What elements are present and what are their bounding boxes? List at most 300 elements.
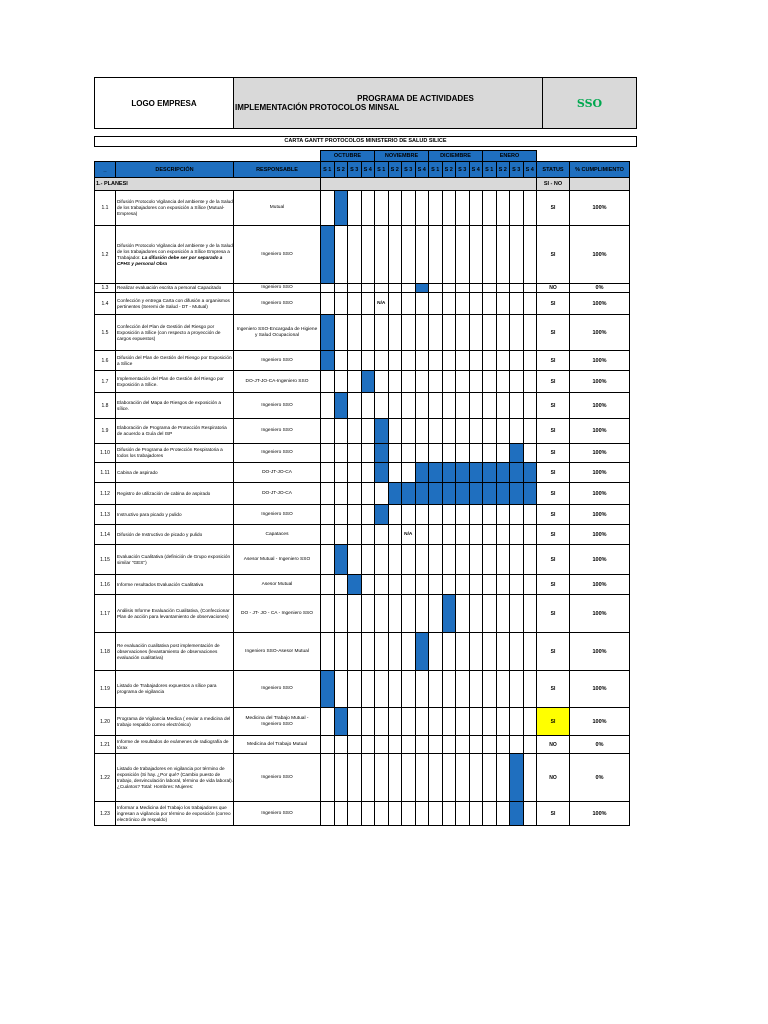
gantt-week-cell [361, 595, 375, 633]
activity-status: SI [537, 545, 570, 575]
gantt-week-cell [388, 545, 402, 575]
gantt-week-cell [348, 371, 362, 393]
gantt-week-cell [388, 351, 402, 371]
gantt-week-cell [496, 371, 510, 393]
activity-compliance: 100% [570, 419, 630, 444]
gantt-week-cell [442, 575, 456, 595]
activity-status: SI [537, 371, 570, 393]
gantt-week-cell [429, 191, 443, 226]
gantt-week-cell [483, 226, 497, 284]
gantt-week-cell [334, 293, 348, 315]
col-responsible-header: RESPONSABLE [234, 162, 321, 178]
activity-description [116, 525, 234, 545]
gantt-week-cell [375, 671, 389, 708]
gantt-week-cell [361, 525, 375, 545]
gantt-week-cell [388, 575, 402, 595]
activity-row [95, 483, 630, 505]
gantt-week-cell [361, 575, 375, 595]
activity-responsible: Capataces [234, 525, 321, 545]
activity-status: SI [537, 483, 570, 505]
activity-number: 1.8 [95, 393, 116, 419]
gantt-bar-cell [334, 191, 348, 226]
gantt-week-cell [510, 595, 524, 633]
gantt-week-cell [361, 802, 375, 826]
activity-status: NO [537, 754, 570, 802]
activity-responsible: Ingeniero SSO-Encargada de Higiene y Salud Ocupacional [234, 315, 321, 351]
program-title: PROGRAMA DE ACTIVIDADES [357, 94, 474, 103]
gantt-week-cell [375, 351, 389, 371]
gantt-bar-cell [469, 463, 483, 483]
activity-description [116, 419, 234, 444]
gantt-week-cell [375, 315, 389, 351]
gantt-week-cell [456, 226, 470, 284]
gantt-week-cell [429, 293, 443, 315]
gantt-week-cell [442, 419, 456, 444]
gantt-week-cell [402, 315, 416, 351]
month-header-row [95, 151, 630, 162]
activity-row [95, 293, 630, 315]
gantt-week-cell [510, 191, 524, 226]
activity-responsible: Ingeniero SSO [234, 351, 321, 371]
gantt-week-cell [456, 525, 470, 545]
activity-number: 1.5 [95, 315, 116, 351]
activity-status: SI [537, 419, 570, 444]
gantt-week-cell [510, 393, 524, 419]
gantt-week-cell [442, 284, 456, 293]
gantt-week-cell [496, 191, 510, 226]
gantt-week-cell [456, 444, 470, 463]
activity-number: 1.17 [95, 595, 116, 633]
activity-compliance: 100% [570, 545, 630, 575]
activity-description [116, 545, 234, 575]
gantt-week-cell [402, 226, 416, 284]
activity-row [95, 736, 630, 754]
activity-row [95, 545, 630, 575]
col-status-header: STATUS [537, 162, 570, 178]
gantt-week-cell [469, 315, 483, 351]
gantt-bar-cell [469, 483, 483, 505]
gantt-bar-cell [496, 463, 510, 483]
gantt-week-cell [510, 315, 524, 351]
gantt-week-cell [496, 419, 510, 444]
gantt-week-cell [483, 505, 497, 525]
gantt-week-cell [429, 393, 443, 419]
activity-compliance: 100% [570, 708, 630, 736]
gantt-week-cell [483, 284, 497, 293]
activity-compliance: 100% [570, 226, 630, 284]
gantt-bar-cell [388, 483, 402, 505]
activity-number: 1.4 [95, 293, 116, 315]
gantt-week-cell [523, 708, 537, 736]
gantt-week-cell [456, 315, 470, 351]
gantt-week-cell [469, 444, 483, 463]
gantt-week-cell [442, 525, 456, 545]
gantt-week-cell [483, 444, 497, 463]
activity-row [95, 371, 630, 393]
description-text: Informar a Medicina del Trabajo los trabajadores que ingresan a vigilancia por término de exposición (correo electrónico de respaldo) [117, 804, 231, 822]
description-text: Análisis Informe Evaluación Cualitativa, (Confeccionar Plan de acción para levantamiento de observaciones) [117, 607, 230, 619]
gantt-week-cell [361, 463, 375, 483]
activity-description [116, 351, 234, 371]
gantt-week-cell [483, 191, 497, 226]
gantt-week-cell [348, 802, 362, 826]
description-text: Instructivo para picado y pulido [117, 511, 182, 517]
gantt-week-cell [523, 736, 537, 754]
activity-row [95, 284, 630, 293]
gantt-bar-cell [334, 393, 348, 419]
gantt-week-cell [361, 419, 375, 444]
gantt-week-cell [388, 444, 402, 463]
description-text: Informe de resultados de exámenes de radiografía de tórax [117, 738, 229, 750]
gantt-week-cell [402, 671, 416, 708]
program-subtitle: IMPLEMENTACIÓN PROTOCOLOS MINSAL [235, 103, 400, 112]
gantt-bar-cell [510, 754, 524, 802]
gantt-week-cell [402, 545, 416, 575]
gantt-week-cell [402, 419, 416, 444]
activity-description [116, 575, 234, 595]
gantt-week-cell [496, 293, 510, 315]
gantt-week-cell [375, 575, 389, 595]
gantt-week-cell [483, 633, 497, 671]
description-text: Elaboración de Programa de Protección Respiratoria de acuerdo a Guía del ISP [117, 425, 227, 436]
activity-number: 1.22 [95, 754, 116, 802]
gantt-week-cell [375, 754, 389, 802]
gantt-week-cell [334, 463, 348, 483]
gantt-week-cell [361, 708, 375, 736]
gantt-week-cell [469, 545, 483, 575]
gantt-week-cell [429, 525, 443, 545]
gantt-week-cell [456, 371, 470, 393]
gantt-week-cell [469, 736, 483, 754]
activity-row [95, 633, 630, 671]
activity-status: SI [537, 671, 570, 708]
gantt-week-cell [402, 284, 416, 293]
gantt-bar-cell [321, 226, 335, 284]
gantt-week-cell [415, 708, 429, 736]
gantt-week-cell [496, 671, 510, 708]
gantt-week-cell [375, 595, 389, 633]
activity-responsible: Ingeniero SSO [234, 505, 321, 525]
gantt-week-cell [496, 351, 510, 371]
description-text: Evaluación Cualitativa (definición de Grupo exposición similar "GES") [117, 553, 231, 565]
gantt-week-cell [415, 595, 429, 633]
activity-status: NO [537, 736, 570, 754]
gantt-week-cell [510, 545, 524, 575]
gantt-week-cell [429, 505, 443, 525]
col-compliance-header: % CUMPLIMIENTO [570, 162, 630, 178]
gantt-week-cell [483, 802, 497, 826]
gantt-week-cell [388, 505, 402, 525]
activity-compliance: 0% [570, 736, 630, 754]
gantt-bar-cell [483, 463, 497, 483]
col-description-header: DESCRIPCIÓN [116, 162, 234, 178]
gantt-week-cell [523, 293, 537, 315]
document-header [94, 77, 637, 129]
gantt-week-cell [415, 419, 429, 444]
gantt-week-cell [442, 802, 456, 826]
gantt-week-cell [415, 575, 429, 595]
activity-responsible: Ingeniero SSO [234, 419, 321, 444]
gantt-week-cell [402, 191, 416, 226]
gantt-week-cell [375, 545, 389, 575]
activity-responsible: Asesor Mutual [234, 575, 321, 595]
gantt-week-cell [388, 393, 402, 419]
gantt-week-cell [334, 419, 348, 444]
gantt-bar-cell [361, 371, 375, 393]
activity-description [116, 444, 234, 463]
gantt-week-cell [456, 736, 470, 754]
gantt-week-cell [510, 505, 524, 525]
gantt-week-cell [469, 351, 483, 371]
activity-description [116, 315, 234, 351]
gantt-bar-cell [375, 505, 389, 525]
activity-responsible: Ingeniero SSO [234, 754, 321, 802]
gantt-week-cell [442, 736, 456, 754]
activity-status: SI [537, 463, 570, 483]
activity-responsible: Ingeniero SSO [234, 444, 321, 463]
gantt-week-cell [429, 284, 443, 293]
activity-row [95, 315, 630, 351]
gantt-week-cell [361, 505, 375, 525]
gantt-week-cell [429, 315, 443, 351]
gantt-week-cell [469, 505, 483, 525]
gantt-week-cell [469, 595, 483, 633]
gantt-week-cell [456, 545, 470, 575]
week-header: S 3 [402, 162, 416, 178]
gantt-bar-cell [510, 483, 524, 505]
gantt-week-cell [442, 708, 456, 736]
activity-compliance: 100% [570, 315, 630, 351]
gantt-week-cell [483, 754, 497, 802]
week-header: S 3 [456, 162, 470, 178]
gantt-week-cell [496, 315, 510, 351]
gantt-bar-cell [483, 483, 497, 505]
activity-number: 1.2 [95, 226, 116, 284]
gantt-week-cell [388, 371, 402, 393]
activity-responsible: Mutual [234, 191, 321, 226]
week-header: S 1 [483, 162, 497, 178]
gantt-week-cell [469, 633, 483, 671]
gantt-week-cell [361, 483, 375, 505]
gantt-bar-cell [321, 671, 335, 708]
description-text: Programa de Vigilancia Medica ( enviar a medicina del trabajo respaldo correo electrónico) [117, 715, 231, 727]
gantt-week-cell [483, 708, 497, 736]
activity-row [95, 226, 630, 284]
gantt-week-cell [469, 802, 483, 826]
activity-description [116, 754, 234, 802]
gantt-week-cell [510, 633, 524, 671]
activity-number: 1.16 [95, 575, 116, 595]
description-text: Listado de trabajadores en vigilancia por término de exposición (Si hay. ¿Por qué? (Cambio puesto de trabajo, desvinculación laboral, término de vida laboral). ¿Cuántos? Total: Hombres: Mujeres: [117, 765, 233, 789]
gantt-week-cell [348, 419, 362, 444]
gantt-week-cell [334, 754, 348, 802]
gantt-week-cell [321, 444, 335, 463]
gantt-week-cell [415, 191, 429, 226]
gantt-week-cell [402, 371, 416, 393]
gantt-week-cell [469, 226, 483, 284]
activity-number: 1.15 [95, 545, 116, 575]
activity-responsible: Medicina del Trabajo Mutual [234, 736, 321, 754]
gantt-week-cell [361, 736, 375, 754]
gantt-week-cell [469, 708, 483, 736]
description-text: Difusión Protocolo Vigilancia del ambiente y de la Salud de los trabajadores con exposición a Sílice Empresa a Trabajador. [117, 242, 233, 260]
gantt-week-cell [388, 802, 402, 826]
gantt-bar-cell [496, 483, 510, 505]
gantt-week-cell [496, 525, 510, 545]
gantt-week-cell [388, 284, 402, 293]
gantt-week-cell [442, 191, 456, 226]
activity-responsible: DO-JT-JO-CA [234, 483, 321, 505]
gantt-week-cell [334, 284, 348, 293]
gantt-week-cell [442, 293, 456, 315]
gantt-week-cell [415, 525, 429, 545]
month-noviembre: NOVIEMBRE [375, 151, 429, 162]
gantt-week-cell [415, 671, 429, 708]
gantt-week-cell [523, 351, 537, 371]
gantt-week-cell [483, 671, 497, 708]
gantt-week-cell [429, 736, 443, 754]
gantt-week-cell [415, 802, 429, 826]
gantt-week-cell [321, 633, 335, 671]
activity-row [95, 802, 630, 826]
gantt-week-cell [429, 595, 443, 633]
gantt-week-cell [388, 315, 402, 351]
gantt-week-cell [442, 444, 456, 463]
section-status-label: SI - NO [537, 178, 570, 191]
gantt-week-cell [321, 293, 335, 315]
description-text: Cabina de aspirado [117, 469, 158, 475]
gantt-bar-cell [375, 444, 389, 463]
gantt-week-cell [469, 525, 483, 545]
activity-compliance: 0% [570, 284, 630, 293]
week-header: S 2 [388, 162, 402, 178]
month-octubre: OCTUBRE [321, 151, 375, 162]
gantt-week-cell [456, 393, 470, 419]
gantt-week-cell [361, 754, 375, 802]
activity-row [95, 505, 630, 525]
gantt-week-cell [321, 393, 335, 419]
activity-row [95, 351, 630, 371]
gantt-week-cell [402, 708, 416, 736]
description-text: Re evaluación cualitativa post implementación de observaciones (levantamiento de observaciones evaluación cualitativa) [117, 642, 220, 660]
gantt-week-cell [523, 393, 537, 419]
gantt-week-cell [483, 351, 497, 371]
gantt-week-cell [334, 575, 348, 595]
gantt-week-cell [510, 525, 524, 545]
gantt-week-cell [388, 633, 402, 671]
activity-status: SI [537, 351, 570, 371]
gantt-bar-cell [442, 463, 456, 483]
gantt-week-cell [523, 315, 537, 351]
activity-description [116, 633, 234, 671]
activity-compliance: 100% [570, 595, 630, 633]
gantt-week-cell [334, 371, 348, 393]
gantt-week-cell [483, 393, 497, 419]
gantt-week-cell [415, 351, 429, 371]
gantt-week-cell [442, 754, 456, 802]
gantt-week-cell [402, 575, 416, 595]
description-text: Listado de Trabajadores expuestos a sílice para programa de vigilancia [117, 683, 217, 694]
description-text: Difusión del Plan de Gestión del Riesgo por Exposición a Sílice [117, 354, 232, 366]
activity-compliance: 100% [570, 463, 630, 483]
activity-number: 1.23 [95, 802, 116, 826]
activity-number: 1.3 [95, 284, 116, 293]
activity-row [95, 754, 630, 802]
description-text: Difusión Protocolo Vigilancia del ambiente y de la Salud de los trabajadores con exposición a Sílice (Mutual- Empresa) [117, 199, 233, 216]
gantt-week-cell [442, 633, 456, 671]
gantt-week-cell [415, 736, 429, 754]
week-header: S 4 [469, 162, 483, 178]
gantt-bar-cell [456, 483, 470, 505]
gantt-week-cell [456, 284, 470, 293]
gantt-week-cell [456, 595, 470, 633]
gantt-week-cell [402, 293, 416, 315]
gantt-week-cell [334, 736, 348, 754]
gantt-week-cell [415, 545, 429, 575]
gantt-week-cell [375, 284, 389, 293]
activity-compliance: 100% [570, 633, 630, 671]
gantt-bar-cell [415, 633, 429, 671]
gantt-week-cell [361, 633, 375, 671]
gantt-week-cell [496, 226, 510, 284]
gantt-week-cell [388, 226, 402, 284]
gantt-week-cell [523, 671, 537, 708]
activity-description [116, 191, 234, 226]
gantt-week-cell [348, 444, 362, 463]
gantt-week-cell [429, 575, 443, 595]
gantt-week-cell [402, 463, 416, 483]
activity-number: 1.18 [95, 633, 116, 671]
gantt-week-cell [348, 708, 362, 736]
gantt-week-cell [402, 505, 416, 525]
gantt-week-cell [442, 505, 456, 525]
gantt-week-cell [510, 671, 524, 708]
gantt-week-cell [334, 351, 348, 371]
week-header: S 1 [429, 162, 443, 178]
gantt-bar-cell [523, 483, 537, 505]
activity-compliance: 100% [570, 575, 630, 595]
gantt-week-cell [469, 419, 483, 444]
gantt-week-cell [496, 505, 510, 525]
month-diciembre: DICIEMBRE [429, 151, 483, 162]
gantt-week-cell [429, 754, 443, 802]
gantt-week-cell [483, 545, 497, 575]
week-header: S 1 [321, 162, 335, 178]
gantt-week-cell [348, 284, 362, 293]
gantt-week-cell [375, 483, 389, 505]
gantt-week-cell [348, 671, 362, 708]
activity-description [116, 226, 234, 284]
gantt-week-cell [429, 351, 443, 371]
gantt-week-cell [375, 736, 389, 754]
description-text: Implementación del Plan de Gestión del Riesgo por Exposición a Sílice. [117, 375, 224, 387]
gantt-week-cell [496, 444, 510, 463]
gantt-week-cell [334, 595, 348, 633]
gantt-week-cell [388, 754, 402, 802]
description-emphasis: La difusión debe ser por separado a CPHS y personal Obra [117, 254, 223, 266]
activity-status: SI [537, 525, 570, 545]
week-header: S 4 [361, 162, 375, 178]
gantt-week-cell [523, 226, 537, 284]
gantt-week-cell [388, 419, 402, 444]
gantt-week-cell [388, 595, 402, 633]
gantt-bar-cell [321, 315, 335, 351]
activity-status: SI [537, 191, 570, 226]
gantt-week-cell [496, 545, 510, 575]
gantt-week-cell [388, 708, 402, 736]
gantt-bar-cell [510, 463, 524, 483]
activity-row [95, 595, 630, 633]
